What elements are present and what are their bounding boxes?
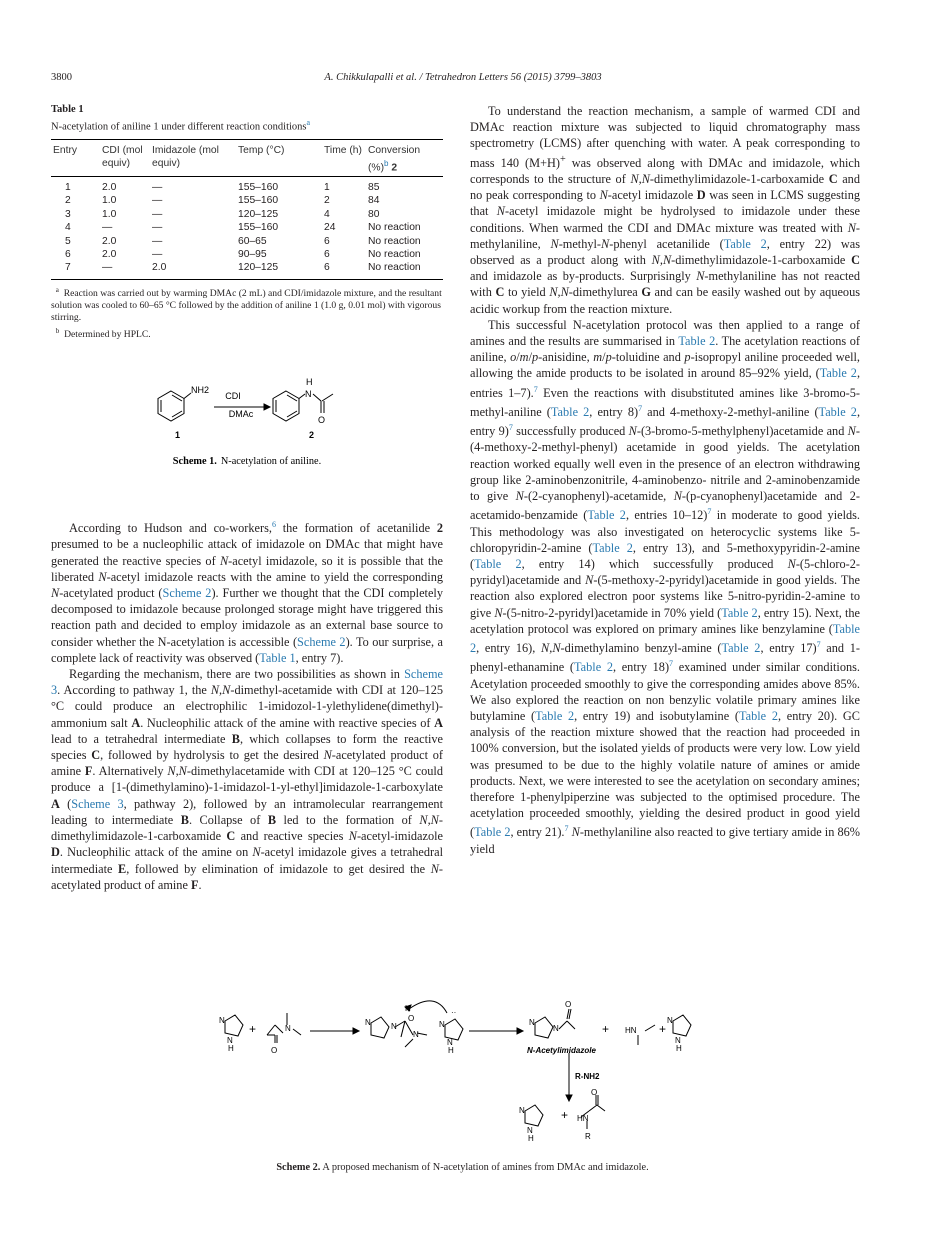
svg-text:+: + — [602, 1022, 610, 1036]
table-row: 3 1.0 — 120–125 4 80 — [65, 208, 380, 220]
svg-text:N: N — [667, 1016, 673, 1025]
scheme2-figure — [205, 995, 725, 1155]
svg-text:HN: HN — [577, 1114, 589, 1123]
r-label: R — [585, 1132, 591, 1141]
svg-text:N: N — [391, 1022, 397, 1031]
page-number: 3800 — [51, 72, 72, 83]
h-label: H — [306, 377, 313, 388]
svg-text:O: O — [408, 1014, 415, 1023]
svg-text:O: O — [565, 1000, 572, 1009]
n-label: N — [305, 389, 312, 400]
svg-text:N: N — [675, 1036, 681, 1045]
table1-caption: N-acetylation of aniline 1 under different reaction conditions$^a$ — [51, 118, 311, 133]
svg-text:HN: HN — [625, 1026, 637, 1035]
svg-text:O: O — [591, 1088, 598, 1097]
svg-text:O: O — [271, 1046, 278, 1055]
table-row: 1 2.0 — 155–160 1 85 — [65, 181, 380, 193]
n-acetylimidazole-label: N-Acetylimidazole — [527, 1046, 596, 1055]
col-entry: Entry — [53, 144, 78, 156]
col-time: Time (h) — [324, 144, 362, 156]
svg-text:H: H — [676, 1044, 682, 1053]
svg-text:N: N — [529, 1018, 535, 1027]
table1 — [51, 139, 443, 280]
compound-2-label: 2 — [309, 430, 315, 441]
scheme1-figure — [51, 341, 443, 481]
table-row: 5 2.0 — 60–65 6 No reaction — [65, 235, 421, 247]
paragraph: Regarding the mechanism, there are two possibilities as shown in Scheme 3. According to pathway 1, the N,N-dimethyl-acetamide with CDI at 120–125 °C could produce an electrophilic 1-imidozol-1-ylethylidene(dimethyl)-ammonium salt A. Nucleophilic attack of the amine with reactive species of A lead to a tetrahedral intermediate B, which collapses to form the reactive species C, followed by hydrolysis to get the desired N-acetylated product of amine F. Alternatively N,N-dimethylacetamide with CDI at 120–125 °C could produce a [1-(dimethylamino)-1-imidazol-1-yl-ethyl]imidazole-1-carboxylate A (Scheme 3, pathway 2), followed by an intramolecular rearrangement leading to intermediate B. Collapse of B led to the formation of N,N-dimethylimidazole-1-carboxamide C and reactive species N-acetyl-imidazole D. Nucleophilic attack of the amine on N-acetyl imidazole gives a tetrahedral intermediate E, followed by elimination of imidazole to get desired the N-acetylated product of amine F. — [51, 667, 444, 892]
nh2-label: NH2 — [191, 385, 210, 396]
table-header-row — [51, 139, 443, 176]
scheme1-caption: Scheme 1. N-acetylation of aniline. — [172, 456, 322, 468]
svg-text:N: N — [447, 1038, 453, 1047]
svg-text:N: N — [219, 1016, 225, 1025]
compound-1-label: 1 — [175, 430, 181, 441]
svg-text:N: N — [227, 1036, 233, 1045]
table1-footnote-a: $^a$ Reaction was carried out by warming DMAc (2 mL) and CDI/imidazole mixture, and the resultant solution was cooled to 60–65 °C followed by the addition of aniline 1 (1.0 g, 0.01 mol) with vigorous stirring. — [51, 285, 442, 323]
svg-text:+: + — [561, 1108, 569, 1122]
svg-text:H: H — [528, 1134, 534, 1143]
scheme1-structure — [51, 341, 443, 481]
svg-text:N: N — [553, 1024, 559, 1033]
paragraph: According to Hudson and co-workers,$^6$ the formation of acetanilide 2 presumed to be a nucleophilic attack of imidazole on DMAc that might have generated the reactive species of N-acetyl imidazole, so it is possible that the liberated N-acetyl imidazole reacts with the amine to yield the corresponding N-acetylated product (Scheme 2). Further we thought that the CDI completely decomposed to imidazole because prolonged storage might have triggered this reaction path and decided to employ imidazole as an external base source to consider whether the N-acetylation is accessible (Scheme 2). To our surprise, a complete lack of reactivity was observed (Table 1, entry 7). — [51, 520, 443, 665]
svg-text:H: H — [448, 1046, 454, 1055]
paragraph: This successful N-acetylation protocol was then applied to a range of amines and the results are summarised in Table 2. The acetylation reactions of aniline, o/m/p-anisidine, m/p-toluidine and p-isopropyl aniline proceeded well, allowing the amide products to be isolated in around 85–92% yield, (Table 2, entries 1–7).$^7$ Even the reactions with disubstituted amines like 3-bromo-5-methyl-aniline (Table 2, entry 8)$^7$ and 4-methoxy-2-methyl-aniline (Table 2, entry 9)$^7$ successfully produced N-(3-bromo-5-methylphenyl)acetamide and N-(4-methoxy-2-methyl-phenyl) acetamide in good yields. The acetylation reaction worked equally well even in the presence of an electron withdrawing group like 2-aminobenzonitrile, 4-aminobenzo- nitrile and 2-aminobenzamide to give N-(2-cyanophenyl)-acetamide, N-(p-cyanophenyl)acetamide and 2-acetamido-benzamide (Table 2, entries 10–12)$^7$ in moderate to good yields. This methodology was also investigated on heterocyclic systems like 5-chloropyridin-2-amine (Table 2, entry 13), and 5-methoxypyridin-2-amine (Table 2, entry 14) which successfully produced N-(5-chloro-2-pyridyl)acetamide and N-(5-methoxy-2-pyridyl)acetamide in good yields. The reaction also explored electron poor systems like 5-nitro-pyridin-2-amine to give N-(5-nitro-2-pyridyl)acetamide in 70% yield (Table 2, entry 15). Next, the acetylation protocol was explored on primary amines like benzylamine (Table 2, entry 16), N,N-dimethylamino benzyl-amine (Table 2, entry 17)$^7$ and 1-phenyl-ethanamine (Table 2, entry 18)$^7$ examined under similar conditions. Acetylation proceeded smoothly to give the corresponding amides above 85%. We also explored the reaction on non benzylic volatile primary amines like butylamine (Table 2, entry 19) and isobutylamine (Table 2, entry 20). GC analysis of the reaction mixture showed that the reaction had proceeded in 100% conversion, but the isolated yields of products were very low. Low yield was presumed to be due to the highly volatile nature of amines or amide products. Next, we were interested to see the acetylation on secondary amines; therefore 1-phenylpiperzine was subjected to the optimised procedure. The acetylation proceeded smoothly, yielding the desired product in good yield (Table 2, entry 21).$^7$ N-methylaniline also reacted to give tertiary amide in 86% yield — [470, 317, 861, 856]
svg-text:N: N — [519, 1106, 525, 1115]
svg-text:··: ·· — [451, 1008, 457, 1017]
reagent-dmac: DMAc — [228, 409, 254, 420]
svg-text:+: + — [659, 1022, 667, 1036]
o-label: O — [318, 415, 326, 426]
col-temp: Temp (°C) — [238, 144, 285, 156]
right-column — [470, 103, 860, 857]
svg-text:+: + — [249, 1022, 257, 1036]
scheme2-structure — [205, 995, 725, 1155]
svg-text:N: N — [527, 1126, 533, 1135]
table-row: 6 2.0 — 90–95 6 No reaction — [65, 248, 421, 260]
table1-footnote-b: $^b$ Determined by HPLC. — [55, 326, 151, 341]
col-cdi: CDI (mol equiv) — [102, 144, 143, 169]
rnh2-label: R-NH2 — [575, 1072, 600, 1081]
svg-text:N: N — [413, 1030, 419, 1039]
scheme2-caption: Scheme 2. A proposed mechanism of N-acetylation of amines from DMAc and imidazole. — [276, 1162, 649, 1173]
table1-label: Table 1 — [51, 104, 84, 115]
left-column — [51, 103, 443, 893]
running-head: A. Chikkulapalli et al. / Tetrahedron Letters 56 (2015) 3799–3803 — [324, 72, 602, 83]
svg-text:H: H — [228, 1044, 234, 1053]
page-header — [51, 72, 875, 88]
col-conversion: Conversion (%)$^b$ 2 — [368, 144, 421, 173]
svg-text:N: N — [285, 1024, 291, 1033]
col-imidazole: Imidazole (mol equiv) — [152, 144, 219, 169]
table-row: 2 1.0 — 155–160 2 84 — [65, 195, 380, 207]
table-row: 4 — — 155–160 24 No reaction — [65, 222, 421, 234]
svg-text:N: N — [439, 1020, 445, 1029]
table-row: 7 — 2.0 120–125 6 No reaction — [65, 262, 421, 274]
svg-text:N: N — [365, 1018, 371, 1027]
paragraph: To understand the reaction mechanism, a sample of warmed CDI and DMAc reaction mixture was subjected to liquid chromatography mass spectrometry (LCMS) after quenching with water. A peak corresponding to mass 140 (M+H)+ was observed along with DMAc and imidazole, which corresponds to the structure of N,N-dimethylimidazole-1-carboxamide C and no peak corresponding to N-acetyl imidazole D was seen in LCMS suggesting that N-acetyl imidazole might be hydrolysed to imidazole under these conditions. When warmed the CDI and DMAc mixture was treated with N-methylaniline, N-methyl-N-phenyl acetanilide (Table 2, entry 22) was observed as a product along with N,N-dimethylimidazole-1-carboxamide C and imidazole as by-products. Surprisingly N-methylaniline has not reacted with C to yield N,N-dimethylurea G and can be easily washed out by aqueous acidic workup from the reaction mixture. — [470, 104, 861, 316]
reagent-cdi: CDI — [225, 391, 241, 402]
svg-text:H: H — [405, 1004, 411, 1013]
